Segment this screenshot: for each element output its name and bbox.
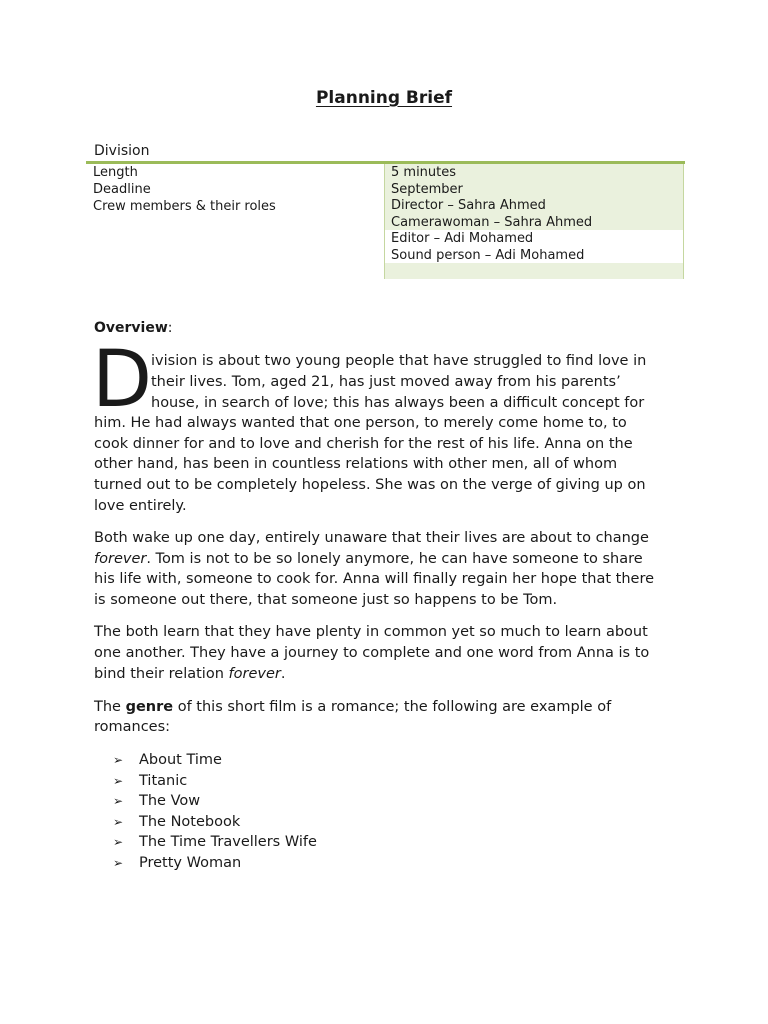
value-crew-sound: Sound person – Adi Mohamed: [391, 248, 585, 263]
label-length: Length: [93, 165, 138, 180]
arrow-bullet-icon: ➢: [113, 814, 124, 829]
label-crew: Crew members & their roles: [93, 199, 276, 214]
paragraph-line: cook dinner for and to love and cherish for the rest of his life. Anna on the: [94, 436, 633, 452]
paragraph-line: their lives. Tom, aged 21, has just moved away from his parents’: [151, 374, 621, 390]
paragraph-line: The both learn that they have plenty in common yet so much to learn about: [94, 624, 648, 640]
paragraph-line: him. He had always wanted that one person, to merely come home to, to: [94, 415, 627, 431]
list-item-text: The Vow: [139, 793, 201, 810]
paragraph-line: his life with, someone to cook for. Anna will finally regain her hope that there: [94, 571, 655, 587]
arrow-bullet-icon: ➢: [113, 855, 124, 870]
list-item-text: Titanic: [139, 772, 188, 789]
list-item-text: The Time Travellers Wife: [139, 834, 317, 851]
arrow-bullet-icon: ➢: [113, 753, 124, 767]
paragraph-line: love entirely.: [94, 498, 187, 514]
value-band: [385, 263, 683, 279]
value-crew-director: Director – Sahra Ahmed: [391, 198, 546, 213]
brief-table-right-border: [683, 164, 684, 279]
brief-table-values: [385, 164, 684, 279]
paragraph-line: Both wake up one day, entirely unaware that their lives are about to change: [94, 530, 649, 546]
paragraph-line: [94, 664, 285, 684]
value-crew-editor: Editor – Adi Mohamed: [391, 231, 534, 246]
paragraph-line: is someone out there, that someone just so happens to be Tom.: [94, 592, 558, 608]
brief-table-heading: Division: [94, 143, 150, 159]
arrow-bullet-icon: ➢: [113, 835, 124, 850]
paragraph-line: house, in search of love; this has always been a difficult concept for: [151, 395, 645, 411]
overview-heading-colon: :: [167, 320, 173, 336]
brief-table: [86, 164, 685, 279]
drop-cap: D: [92, 335, 153, 425]
list-item-text: Pretty Woman: [139, 854, 242, 871]
emphasis-genre: genre: [125, 699, 174, 715]
brief-table-labels: [86, 164, 384, 279]
arrow-bullet-icon: ➢: [113, 794, 124, 809]
value-length: 5 minutes: [391, 165, 457, 180]
overview-heading: [94, 320, 173, 336]
paragraph-line: turned out to be completely hopeless. She was on the verge of giving up on: [94, 477, 646, 493]
paragraph-line: [94, 549, 643, 569]
list-item-text: The Notebook: [139, 813, 241, 830]
emphasis-forever: forever: [94, 551, 147, 567]
paragraph-text: . Tom is not to be so lonely anymore, he can have someone to share: [146, 551, 643, 567]
paragraph-text: bind their relation: [94, 666, 229, 682]
paragraph-text: The: [94, 699, 126, 715]
overview-heading-text: Overview: [94, 320, 168, 336]
document-title: Planning Brief: [315, 88, 453, 108]
paragraph-line: romances:: [94, 719, 171, 735]
paragraph-line: other hand, has been in countless relations with other men, all of whom: [94, 456, 618, 472]
paragraph-text: of this short film is a romance; the following are example of: [173, 699, 612, 715]
value-deadline: September: [391, 182, 463, 197]
list-item-text: About Time: [139, 752, 222, 768]
label-deadline: Deadline: [93, 182, 151, 197]
emphasis-forever: forever: [228, 666, 281, 682]
value-crew-camera: Camerawoman – Sahra Ahmed: [391, 215, 593, 230]
paragraph-line: one another. They have a journey to complete and one word from Anna is to: [94, 645, 650, 661]
paragraph-line: [94, 697, 611, 717]
paragraph-line: ivision is about two young people that have struggled to find love in: [151, 353, 647, 369]
arrow-bullet-icon: ➢: [113, 773, 124, 788]
paragraph-text: .: [280, 666, 286, 682]
